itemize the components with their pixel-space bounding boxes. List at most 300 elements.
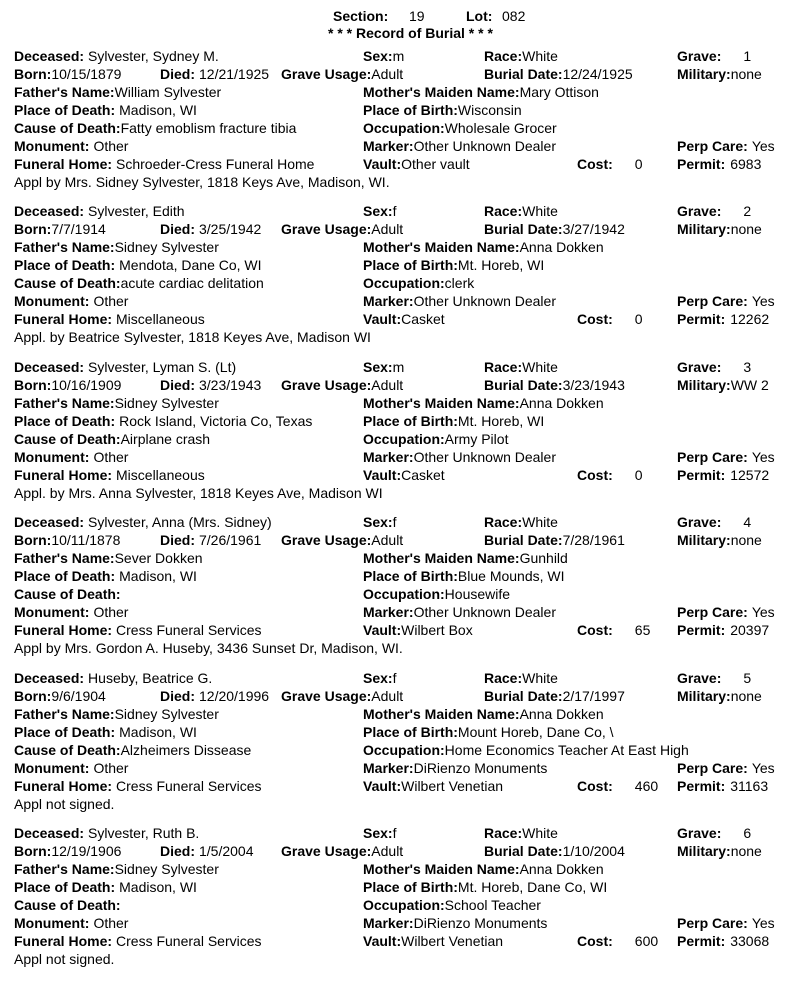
funeral-home-label: Funeral Home: <box>14 933 113 949</box>
application-note: Appl by Mrs. Sidney Sylvester, 1818 Keys Ave, Madison, WI. <box>14 174 390 190</box>
military-value: WW 2 <box>730 377 769 393</box>
father-label: Father's Name: <box>14 861 115 877</box>
perp-care-field <box>677 760 797 776</box>
vault-label: Vault: <box>363 311 402 327</box>
vault-label: Vault: <box>363 778 402 794</box>
military-value: none <box>730 221 762 237</box>
race-field <box>484 825 674 841</box>
perp-care-field <box>677 449 797 465</box>
marker-field <box>363 915 673 931</box>
permit-field <box>677 467 797 483</box>
cost-value: 65 <box>634 622 651 638</box>
perp-care-field <box>677 293 797 309</box>
grave-label: Grave: <box>677 825 722 841</box>
marker-label: Marker: <box>363 604 414 620</box>
place-death-label: Place of Death: <box>14 102 116 118</box>
occupation-label: Occupation: <box>363 431 445 447</box>
funeral-home-field <box>14 778 359 794</box>
burial-date-value: 3/27/1942 <box>562 221 625 237</box>
place-death-value: Madison, WI <box>119 102 197 118</box>
place-death-value: Madison, WI <box>119 568 197 584</box>
military-label: Military: <box>677 843 731 859</box>
permit-label: Permit: <box>677 156 726 172</box>
mother-field <box>363 239 793 255</box>
died-label: Died: <box>160 66 195 82</box>
military-value: none <box>730 532 762 548</box>
sex-value: f <box>392 514 397 530</box>
place-birth-label: Place of Birth: <box>363 257 458 273</box>
military-field <box>677 688 797 704</box>
lot-value: 082 <box>502 8 526 24</box>
deceased-field <box>14 359 354 375</box>
perp-care-label: Perp Care: <box>677 449 748 465</box>
mother-value: Anna Dokken <box>519 239 604 255</box>
father-label: Father's Name: <box>14 395 115 411</box>
born-label: Born: <box>14 843 52 859</box>
sex-label: Sex: <box>363 48 393 64</box>
funeral-home-field <box>14 622 359 638</box>
father-field <box>14 395 359 411</box>
race-label: Race: <box>484 359 523 375</box>
grave-value: 1 <box>743 48 752 64</box>
marker-value: DiRienzo Monuments <box>413 760 548 776</box>
race-field <box>484 670 674 686</box>
funeral-home-value: Miscellaneous <box>116 311 205 327</box>
cost-field <box>577 467 667 483</box>
marker-field <box>363 449 673 465</box>
father-value: William Sylvester <box>114 84 222 100</box>
monument-field <box>14 449 359 465</box>
marker-field <box>363 138 673 154</box>
vault-field <box>363 622 573 638</box>
sex-label: Sex: <box>363 670 393 686</box>
military-field <box>677 221 797 237</box>
died-value: 7/26/1961 <box>199 532 262 548</box>
sex-field <box>363 359 478 375</box>
cost-field <box>577 156 667 172</box>
occupation-label: Occupation: <box>363 897 445 913</box>
grave-value: 5 <box>743 670 752 686</box>
born-field <box>14 221 154 237</box>
died-label: Died: <box>160 221 195 237</box>
burial-date-label: Burial Date: <box>484 377 563 393</box>
deceased-field <box>14 670 354 686</box>
vault-value: Casket <box>401 311 445 327</box>
permit-label: Permit: <box>677 467 726 483</box>
funeral-home-field <box>14 311 359 327</box>
perp-care-value: Yes <box>751 138 775 154</box>
mother-value: Mary Ottison <box>519 84 599 100</box>
vault-value: Wilbert Venetian <box>401 778 504 794</box>
deceased-value: Huseby, Beatrice G. <box>88 670 213 686</box>
grave-field <box>677 203 797 219</box>
died-field <box>160 66 280 82</box>
funeral-home-label: Funeral Home: <box>14 467 113 483</box>
funeral-home-label: Funeral Home: <box>14 778 113 794</box>
place-death-field <box>14 257 359 273</box>
burial-date-field <box>484 532 640 548</box>
place-birth-value: Blue Mounds, WI <box>457 568 565 584</box>
burial-record <box>0 670 800 826</box>
military-field <box>677 377 797 393</box>
funeral-home-field <box>14 156 359 172</box>
funeral-home-field <box>14 933 359 949</box>
died-label: Died: <box>160 843 195 859</box>
military-label: Military: <box>677 377 731 393</box>
mother-field <box>363 395 793 411</box>
born-value: 12/19/1906 <box>51 843 122 859</box>
vault-field <box>363 933 573 949</box>
cost-value: 460 <box>634 778 659 794</box>
place-birth-field <box>363 413 713 429</box>
military-label: Military: <box>677 221 731 237</box>
vault-label: Vault: <box>363 156 402 172</box>
funeral-home-value: Cress Funeral Services <box>116 622 262 638</box>
marker-field <box>363 760 673 776</box>
grave-usage-value: Adult <box>371 377 404 393</box>
cost-value: 0 <box>634 311 643 327</box>
monument-field <box>14 604 359 620</box>
died-label: Died: <box>160 688 195 704</box>
permit-value: 12572 <box>730 467 770 483</box>
born-field <box>14 377 154 393</box>
cause-label: Cause of Death: <box>14 742 121 758</box>
sex-label: Sex: <box>363 203 393 219</box>
monument-value: Other <box>93 449 129 465</box>
grave-label: Grave: <box>677 514 722 530</box>
grave-usage-field <box>281 221 481 237</box>
race-value: White <box>522 203 558 219</box>
mother-label: Mother's Maiden Name: <box>363 395 520 411</box>
mother-value: Anna Dokken <box>519 861 604 877</box>
grave-field <box>677 514 797 530</box>
cause-field <box>14 120 359 136</box>
place-birth-label: Place of Birth: <box>363 413 458 429</box>
permit-label: Permit: <box>677 311 726 327</box>
vault-value: Other vault <box>401 156 470 172</box>
deceased-label: Deceased: <box>14 670 85 686</box>
occupation-value: Home Economics Teacher At East High <box>444 742 689 758</box>
perp-care-value: Yes <box>751 449 775 465</box>
mother-value: Gunhild <box>519 550 568 566</box>
grave-usage-value: Adult <box>371 688 404 704</box>
grave-label: Grave: <box>677 359 722 375</box>
grave-usage-label: Grave Usage: <box>281 221 372 237</box>
application-note: Appl. by Beatrice Sylvester, 1818 Keyes Ave, Madison WI <box>14 329 371 345</box>
deceased-value: Sylvester, Edith <box>88 203 185 219</box>
marker-label: Marker: <box>363 915 414 931</box>
cause-field <box>14 742 359 758</box>
funeral-home-label: Funeral Home: <box>14 622 113 638</box>
born-value: 10/15/1879 <box>51 66 122 82</box>
permit-label: Permit: <box>677 622 726 638</box>
burial-date-label: Burial Date: <box>484 688 563 704</box>
cost-value: 0 <box>634 156 643 172</box>
application-note: Appl. by Mrs. Anna Sylvester, 1818 Keyes Ave, Madison WI <box>14 485 383 501</box>
marker-label: Marker: <box>363 760 414 776</box>
mother-field <box>363 84 793 100</box>
occupation-value: School Teacher <box>444 897 541 913</box>
cause-value: Airplane crash <box>120 431 211 447</box>
race-label: Race: <box>484 514 523 530</box>
funeral-home-value: Cress Funeral Services <box>116 933 262 949</box>
died-value: 1/5/2004 <box>199 843 254 859</box>
burial-date-value: 2/17/1997 <box>562 688 625 704</box>
place-birth-value: Mount Horeb, Dane Co, \ <box>457 724 614 740</box>
vault-field <box>363 311 573 327</box>
cause-label: Cause of Death: <box>14 120 121 136</box>
born-value: 9/6/1904 <box>51 688 106 704</box>
father-field <box>14 84 359 100</box>
died-field <box>160 221 280 237</box>
cause-field <box>14 431 359 447</box>
died-field <box>160 532 280 548</box>
burial-date-label: Burial Date: <box>484 532 563 548</box>
mother-value: Anna Dokken <box>519 706 604 722</box>
cost-value: 0 <box>634 467 643 483</box>
sex-field <box>363 670 478 686</box>
lot-label: Lot: <box>466 8 493 24</box>
military-field <box>677 843 797 859</box>
monument-field <box>14 138 359 154</box>
father-label: Father's Name: <box>14 706 115 722</box>
permit-value: 12262 <box>730 311 770 327</box>
application-note: Appl not signed. <box>14 796 115 812</box>
occupation-value: Wholesale Grocer <box>444 120 557 136</box>
deceased-field <box>14 203 354 219</box>
born-field <box>14 66 154 82</box>
born-label: Born: <box>14 377 52 393</box>
cost-label: Cost: <box>577 467 613 483</box>
marker-field <box>363 604 673 620</box>
grave-field <box>677 670 797 686</box>
vault-value: Wilbert Venetian <box>401 933 504 949</box>
burial-date-label: Burial Date: <box>484 221 563 237</box>
burial-date-value: 7/28/1961 <box>562 532 625 548</box>
died-label: Died: <box>160 532 195 548</box>
vault-field <box>363 778 573 794</box>
funeral-home-value: Cress Funeral Services <box>116 778 262 794</box>
race-value: White <box>522 359 558 375</box>
died-field <box>160 843 280 859</box>
mother-label: Mother's Maiden Name: <box>363 239 520 255</box>
deceased-label: Deceased: <box>14 514 85 530</box>
monument-label: Monument: <box>14 449 90 465</box>
occupation-value: Housewife <box>444 586 511 602</box>
place-death-value: Mendota, Dane Co, WI <box>119 257 262 273</box>
grave-usage-value: Adult <box>371 532 404 548</box>
funeral-home-label: Funeral Home: <box>14 156 113 172</box>
place-death-label: Place of Death: <box>14 413 116 429</box>
father-value: Sidney Sylvester <box>114 239 219 255</box>
sex-value: m <box>392 359 405 375</box>
sex-value: f <box>392 670 397 686</box>
race-label: Race: <box>484 203 523 219</box>
grave-usage-field <box>281 532 481 548</box>
military-field <box>677 532 797 548</box>
deceased-label: Deceased: <box>14 825 85 841</box>
permit-label: Permit: <box>677 778 726 794</box>
perp-care-value: Yes <box>751 293 775 309</box>
place-death-field <box>14 413 359 429</box>
died-field <box>160 688 280 704</box>
cost-field <box>577 933 667 949</box>
monument-field <box>14 915 359 931</box>
place-death-field <box>14 568 359 584</box>
place-birth-label: Place of Birth: <box>363 879 458 895</box>
died-value: 3/23/1943 <box>199 377 262 393</box>
perp-care-value: Yes <box>751 760 775 776</box>
grave-usage-value: Adult <box>371 843 404 859</box>
marker-label: Marker: <box>363 449 414 465</box>
deceased-label: Deceased: <box>14 48 85 64</box>
military-value: none <box>730 843 762 859</box>
perp-care-field <box>677 138 797 154</box>
place-death-value: Madison, WI <box>119 724 197 740</box>
father-label: Father's Name: <box>14 550 115 566</box>
permit-value: 31163 <box>730 778 769 794</box>
grave-value: 2 <box>743 203 752 219</box>
monument-label: Monument: <box>14 138 90 154</box>
burial-date-field <box>484 66 640 82</box>
marker-field <box>363 293 673 309</box>
place-birth-field <box>363 102 713 118</box>
deceased-label: Deceased: <box>14 203 85 219</box>
cause-value: Alzheimers Dissease <box>120 742 252 758</box>
vault-label: Vault: <box>363 933 402 949</box>
burial-date-label: Burial Date: <box>484 66 563 82</box>
grave-usage-field <box>281 843 481 859</box>
race-label: Race: <box>484 670 523 686</box>
vault-label: Vault: <box>363 622 402 638</box>
grave-usage-label: Grave Usage: <box>281 688 372 704</box>
father-label: Father's Name: <box>14 84 115 100</box>
born-label: Born: <box>14 221 52 237</box>
military-label: Military: <box>677 688 731 704</box>
cause-value: acute cardiac delitation <box>120 275 264 291</box>
military-value: none <box>730 688 762 704</box>
mother-label: Mother's Maiden Name: <box>363 84 520 100</box>
deceased-value: Sylvester, Sydney M. <box>88 48 219 64</box>
grave-usage-label: Grave Usage: <box>281 532 372 548</box>
died-field <box>160 377 280 393</box>
place-birth-field <box>363 257 713 273</box>
burial-date-field <box>484 688 640 704</box>
application-note: Appl not signed. <box>14 951 115 967</box>
place-birth-value: Mt. Horeb, Dane Co, WI <box>457 879 608 895</box>
occupation-label: Occupation: <box>363 742 445 758</box>
vault-value: Casket <box>401 467 445 483</box>
place-birth-value: Mt. Horeb, WI <box>457 257 545 273</box>
perp-care-value: Yes <box>751 915 775 931</box>
occupation-field <box>363 431 713 447</box>
father-field <box>14 706 359 722</box>
cause-label: Cause of Death: <box>14 586 121 602</box>
race-value: White <box>522 514 558 530</box>
marker-label: Marker: <box>363 293 414 309</box>
race-value: White <box>522 670 558 686</box>
monument-value: Other <box>93 915 129 931</box>
occupation-value: clerk <box>444 275 475 291</box>
monument-label: Monument: <box>14 604 90 620</box>
cost-label: Cost: <box>577 311 613 327</box>
cost-field <box>577 311 667 327</box>
burial-date-field <box>484 377 640 393</box>
vault-field <box>363 467 573 483</box>
race-field <box>484 514 674 530</box>
place-death-label: Place of Death: <box>14 724 116 740</box>
monument-field <box>14 760 359 776</box>
marker-label: Marker: <box>363 138 414 154</box>
place-death-label: Place of Death: <box>14 879 116 895</box>
born-value: 10/16/1909 <box>51 377 122 393</box>
mother-label: Mother's Maiden Name: <box>363 706 520 722</box>
died-value: 3/25/1942 <box>199 221 262 237</box>
permit-value: 6983 <box>730 156 762 172</box>
cause-label: Cause of Death: <box>14 897 121 913</box>
grave-label: Grave: <box>677 670 722 686</box>
burial-date-value: 1/10/2004 <box>562 843 625 859</box>
grave-usage-value: Adult <box>371 66 404 82</box>
born-value: 7/7/1914 <box>51 221 106 237</box>
vault-label: Vault: <box>363 467 402 483</box>
section-value: 19 <box>409 8 425 24</box>
grave-field <box>677 48 797 64</box>
funeral-home-field <box>14 467 359 483</box>
application-note: Appl by Mrs. Gordon A. Huseby, 3436 Sunset Dr, Madison, WI. <box>14 640 403 656</box>
place-birth-field <box>363 568 713 584</box>
father-value: Sidney Sylvester <box>114 861 219 877</box>
burial-date-value: 3/23/1943 <box>562 377 625 393</box>
occupation-field <box>363 275 713 291</box>
cost-label: Cost: <box>577 933 613 949</box>
father-field <box>14 861 359 877</box>
occupation-label: Occupation: <box>363 120 445 136</box>
sex-value: f <box>392 825 397 841</box>
place-birth-label: Place of Birth: <box>363 102 458 118</box>
occupation-label: Occupation: <box>363 275 445 291</box>
vault-field <box>363 156 573 172</box>
cost-field <box>577 622 667 638</box>
burial-date-value: 12/24/1925 <box>562 66 633 82</box>
deceased-label: Deceased: <box>14 359 85 375</box>
place-death-field <box>14 724 359 740</box>
father-field <box>14 550 359 566</box>
grave-field <box>677 825 797 841</box>
father-value: Sever Dokken <box>114 550 203 566</box>
monument-label: Monument: <box>14 915 90 931</box>
burial-record <box>0 48 800 204</box>
monument-label: Monument: <box>14 293 90 309</box>
burial-record <box>0 359 800 515</box>
place-death-value: Rock Island, Victoria Co, Texas <box>119 413 313 429</box>
born-value: 10/11/1878 <box>51 532 121 548</box>
vault-value: Wilbert Box <box>401 622 473 638</box>
mother-field <box>363 550 793 566</box>
mother-label: Mother's Maiden Name: <box>363 550 520 566</box>
born-field <box>14 688 154 704</box>
mother-field <box>363 861 793 877</box>
sex-label: Sex: <box>363 514 393 530</box>
died-label: Died: <box>160 377 195 393</box>
monument-label: Monument: <box>14 760 90 776</box>
cost-label: Cost: <box>577 622 613 638</box>
funeral-home-value: Miscellaneous <box>116 467 205 483</box>
permit-field <box>677 778 797 794</box>
page-title: * * * Record of Burial * * * <box>328 25 493 41</box>
mother-label: Mother's Maiden Name: <box>363 861 520 877</box>
father-label: Father's Name: <box>14 239 115 255</box>
